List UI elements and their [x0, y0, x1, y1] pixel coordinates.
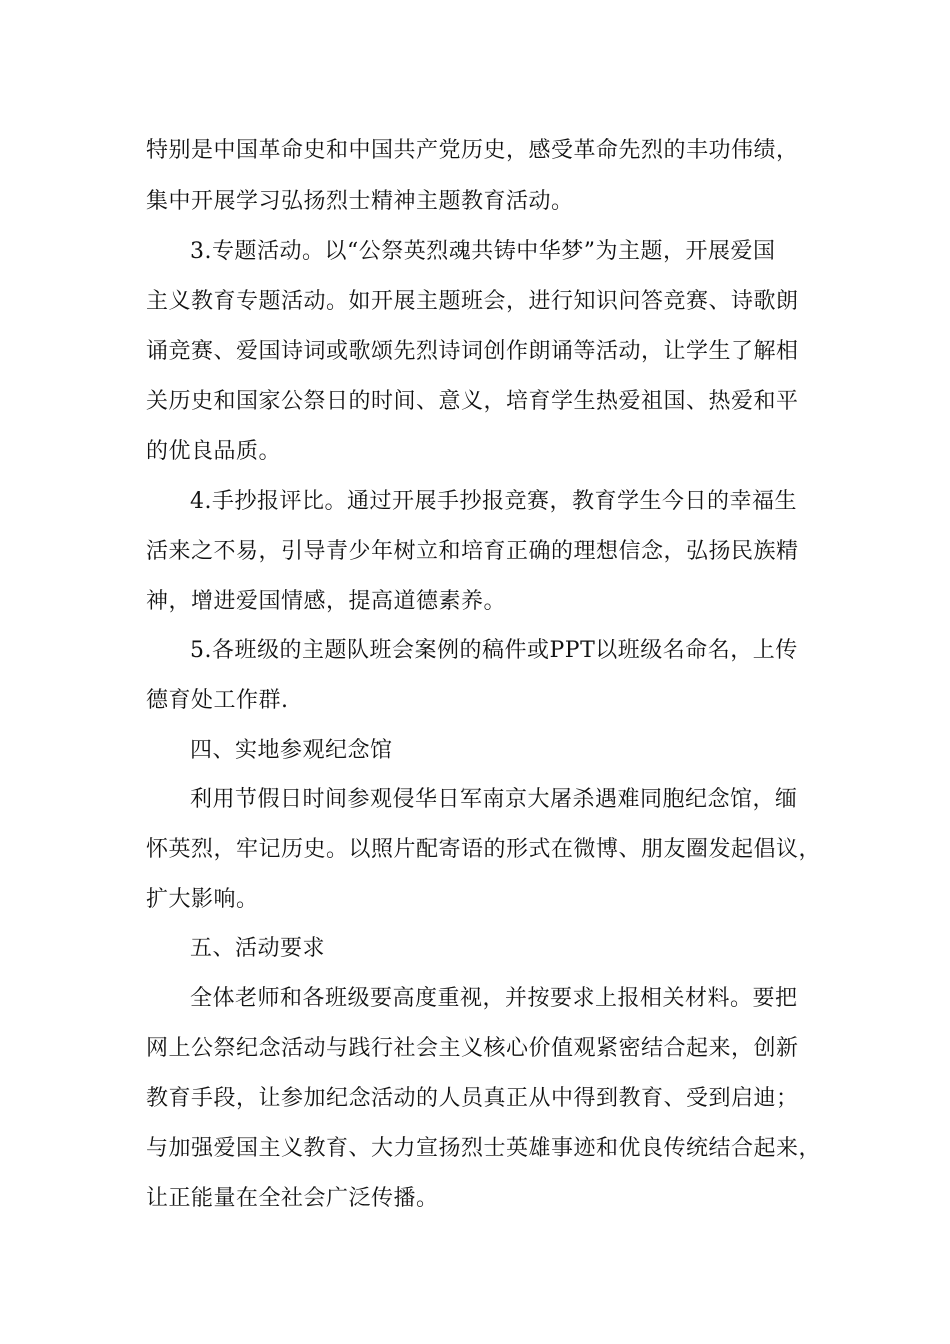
paragraph-line: 3.专题活动。以“公祭英烈魂共铸中华梦”为主题，开展爱国: [190, 239, 776, 264]
paragraph-line: 5.各班级的主题队班会案例的稿件或PPT以班级名命名，上传: [190, 638, 798, 663]
section-heading: 五、活动要求: [190, 936, 326, 961]
text-line: 怀英烈，牢记历史。以照片配寄语的形式在微博、朋友圈发起倡议，: [146, 837, 822, 862]
text-line: 神，增进爱国情感，提高道德素养。: [146, 589, 507, 614]
text-line: 德育处工作群.: [146, 688, 289, 713]
text-line: 特别是中国革命史和中国共产党历史，感受革命先烈的丰功伟绩，: [146, 138, 799, 163]
text-line: 集中开展学习弘扬烈士精神主题教育活动。: [146, 189, 574, 214]
text-line: 的优良品质。: [146, 439, 282, 464]
text-line: 扩大影响。: [146, 887, 259, 912]
text-line: 诵竞赛、爱国诗词或歌颂先烈诗词创作朗诵等活动，让学生了解相: [146, 339, 799, 364]
text-line: 活来之不易，引导青少年树立和培育正确的理想信念，弘扬民族精: [146, 539, 799, 564]
text-line: 与加强爱国主义教育、大力宣扬烈士英雄事迹和优良传统结合起来，: [146, 1136, 822, 1161]
text-line: 主义教育专题活动。如开展主题班会，进行知识问答竞赛、诗歌朗: [146, 289, 799, 314]
text-line: 教育手段，让参加纪念活动的人员真正从中得到教育、受到启迪；: [146, 1086, 799, 1111]
paragraph-line: 4.手抄报评比。通过开展手抄报竞赛，教育学生今日的幸福生: [190, 489, 797, 514]
text-line: 让正能量在全社会广泛传播。: [146, 1186, 439, 1211]
text-line: 网上公祭纪念活动与践行社会主义核心价值观紧密结合起来，创新: [146, 1036, 799, 1061]
text-line: 关历史和国家公祭日的时间、意义，培育学生热爱祖国、热爱和平: [146, 389, 799, 414]
paragraph-line: 利用节假日时间参观侵华日军南京大屠杀遇难同胞纪念馆，缅: [190, 787, 798, 812]
paragraph-line: 全体老师和各班级要高度重视，并按要求上报相关材料。要把: [190, 986, 798, 1011]
section-heading: 四、实地参观纪念馆: [190, 738, 393, 763]
